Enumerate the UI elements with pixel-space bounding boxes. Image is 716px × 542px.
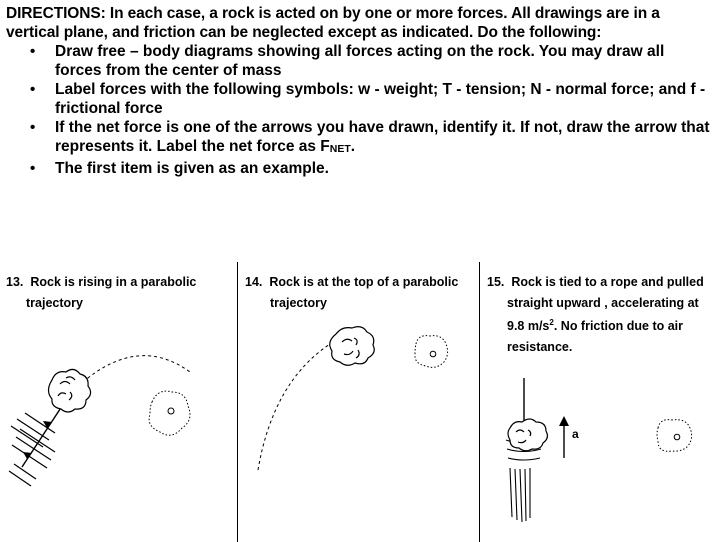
problem-15-line2: straight upward , accelerating at (507, 295, 699, 310)
problem-number: 15. (487, 275, 505, 289)
problem-13-drawing (0, 262, 237, 542)
problem-13-line2: trajectory (26, 295, 83, 310)
problem-13-panel (0, 262, 237, 542)
accel-value: 9.8 m/s (507, 319, 550, 334)
directions-intro: DIRECTIONS: In each case, a rock is acted on by one or more forces. All drawings are in a vertical plane, and friction can be neglected except as indicated. Do the following: (6, 5, 660, 41)
rock-icon (508, 419, 547, 451)
problem-number: 14. (245, 275, 263, 289)
center-of-mass-dot (168, 408, 174, 414)
problem-panels (0, 262, 716, 542)
bullet-text-end: . (350, 138, 356, 155)
directions-block (6, 4, 714, 178)
problem-14-drawing (238, 262, 479, 542)
problem-number: 13. (6, 275, 24, 289)
motion-streaks (506, 440, 542, 522)
directions-list (6, 42, 714, 178)
acceleration-label: a (572, 427, 579, 441)
trajectory-dashed (74, 356, 190, 390)
problem-14-panel (238, 262, 479, 542)
directions-bullet: • Draw free – body diagrams showing all forces acting on the rock. You may draw all forces from the center of mass (55, 42, 714, 80)
trajectory-dashed (258, 344, 330, 470)
center-of-mass-dot (430, 351, 436, 357)
problem-15-title: Rock is tied to a rope and pulled (511, 275, 704, 289)
center-of-mass-dot (674, 434, 680, 440)
problem-14-title: Rock is at the top of a parabolic (269, 275, 459, 289)
bullet-text: If the net force is one of the arrows you have drawn, identify it. If not, draw the arrow that represents it. Label the net force as F (55, 119, 710, 155)
rock-icon (49, 369, 91, 412)
problem-15-panel (480, 262, 716, 542)
directions-bullet: • Label forces with the following symbols: w - weight; T - tension; N - normal force; and f - frictional force (55, 80, 714, 118)
problem-15-line3-rest: . No friction due to air (553, 319, 684, 334)
problem-14-line2: trajectory (270, 295, 327, 310)
directions-bullet: • The first item is given as an example. (55, 159, 714, 178)
problem-15-line4: resistance. (507, 339, 573, 354)
problem-15-drawing (480, 262, 716, 542)
fnet-subscript: NET (329, 143, 351, 155)
rock-icon (330, 327, 374, 366)
acceleration-arrowhead (559, 416, 569, 426)
directions-bullet (55, 118, 714, 159)
problem-13-title: Rock is rising in a parabolic (30, 275, 197, 289)
accel-exponent: 2 (549, 318, 554, 327)
